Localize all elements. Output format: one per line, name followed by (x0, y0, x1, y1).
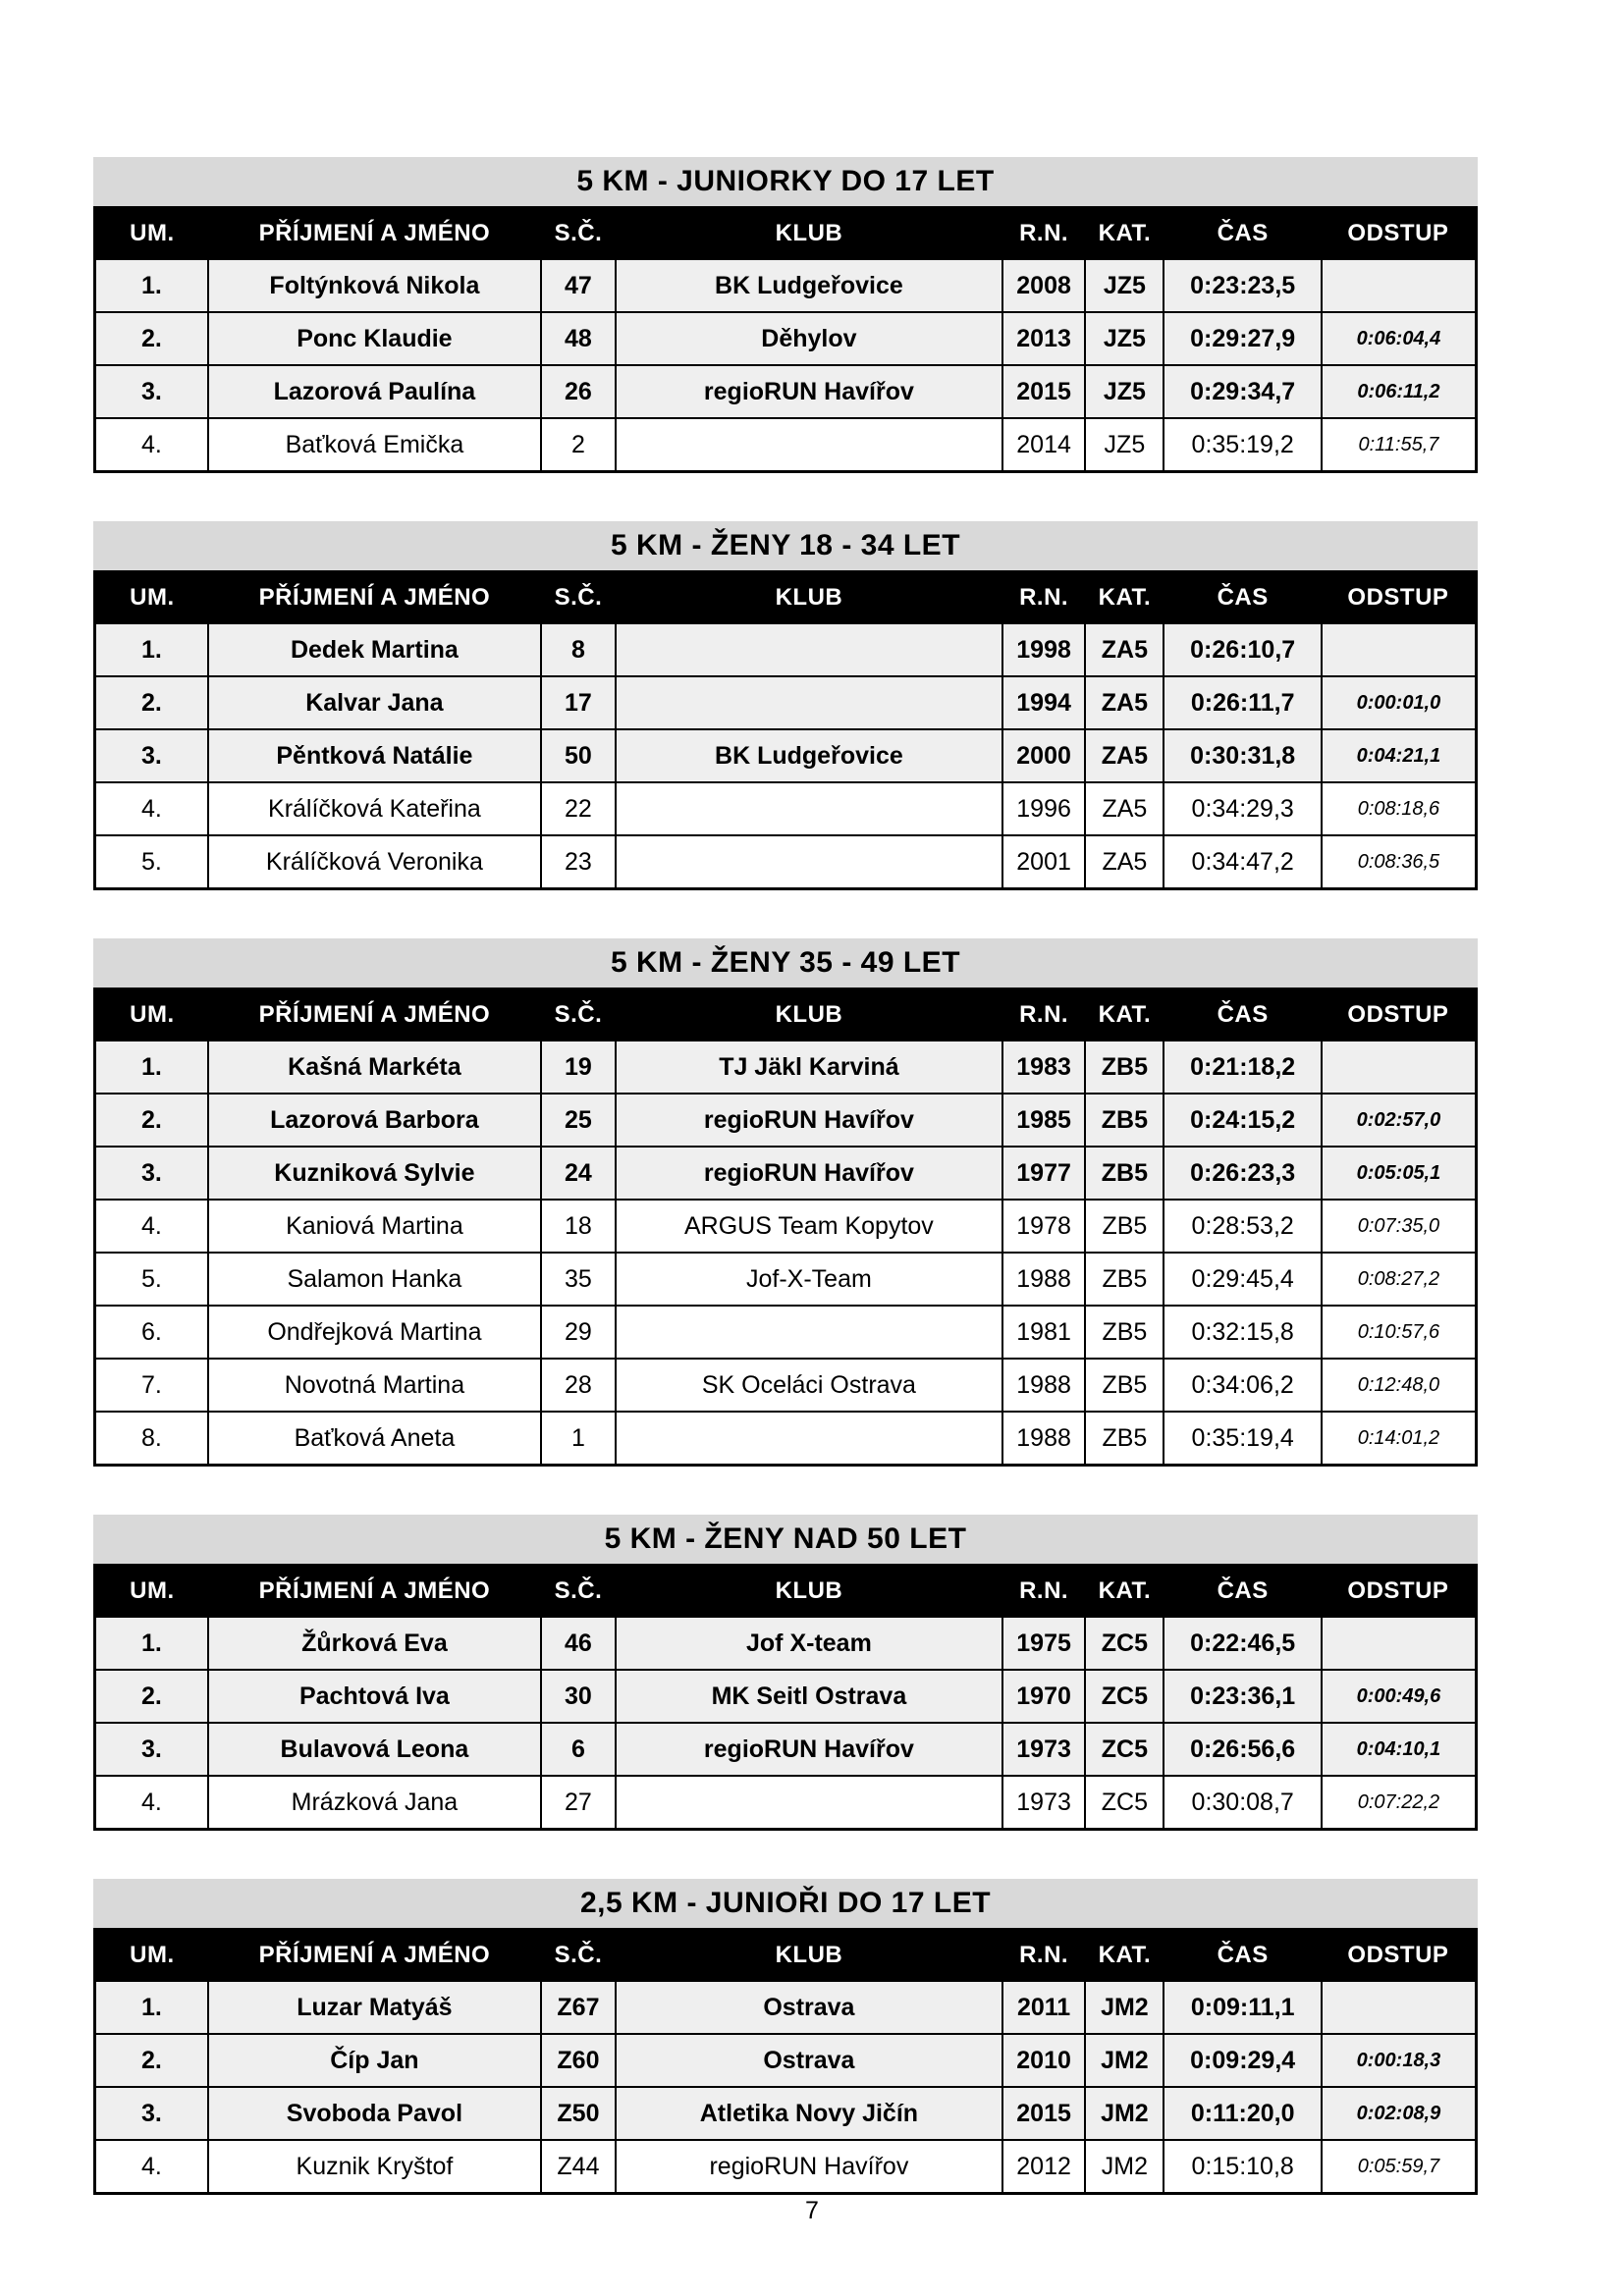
column-header-odstup: ODSTUP (1322, 208, 1477, 260)
cell-um: 3. (95, 729, 208, 782)
column-header-name: PŘÍJMENÍ A JMÉNO (208, 1930, 541, 1982)
cell-kat: ZA5 (1085, 835, 1164, 889)
column-header-um: UM. (95, 989, 208, 1041)
cell-sc: 1 (541, 1412, 616, 1466)
result-row (95, 1359, 1477, 1412)
cell-rn: 2015 (1002, 2087, 1085, 2140)
cell-name: Baťková Emička (208, 418, 541, 472)
cell-odstup: 0:00:18,3 (1322, 2034, 1477, 2087)
cell-odstup (1322, 1041, 1477, 1094)
cell-cas: 0:30:08,7 (1164, 1776, 1321, 1830)
cell-rn: 2008 (1002, 259, 1085, 312)
cell-kat: ZB5 (1085, 1306, 1164, 1359)
cell-odstup (1322, 259, 1477, 312)
cell-sc: 27 (541, 1776, 616, 1830)
cell-rn: 2001 (1002, 835, 1085, 889)
column-header-rn: R.N. (1002, 572, 1085, 624)
column-header-klub: KLUB (616, 572, 1002, 624)
cell-klub (616, 623, 1002, 676)
column-header-sc: S.Č. (541, 989, 616, 1041)
cell-sc: 23 (541, 835, 616, 889)
cell-kat: ZA5 (1085, 623, 1164, 676)
column-header-klub: KLUB (616, 1930, 1002, 1982)
cell-cas: 0:21:18,2 (1164, 1041, 1321, 1094)
cell-odstup: 0:02:08,9 (1322, 2087, 1477, 2140)
column-header-um: UM. (95, 208, 208, 260)
cell-rn: 2000 (1002, 729, 1085, 782)
cell-name: Kuznik Kryštof (208, 2140, 541, 2194)
result-row (95, 782, 1477, 835)
cell-cas: 0:34:47,2 (1164, 835, 1321, 889)
result-row (95, 1147, 1477, 1200)
cell-rn: 1973 (1002, 1776, 1085, 1830)
cell-kat: ZC5 (1085, 1723, 1164, 1776)
cell-sc: Z67 (541, 1981, 616, 2034)
result-row (95, 1670, 1477, 1723)
cell-sc: 47 (541, 259, 616, 312)
cell-um: 2. (95, 1670, 208, 1723)
cell-name: Mrázková Jana (208, 1776, 541, 1830)
column-header-name: PŘÍJMENÍ A JMÉNO (208, 572, 541, 624)
race-table-block (93, 521, 1478, 890)
column-header-rn: R.N. (1002, 208, 1085, 260)
cell-um: 3. (95, 1147, 208, 1200)
cell-um: 2. (95, 1094, 208, 1147)
result-row (95, 365, 1477, 418)
cell-name: Foltýnková Nikola (208, 259, 541, 312)
result-row (95, 2140, 1477, 2194)
cell-odstup (1322, 623, 1477, 676)
cell-odstup: 0:00:49,6 (1322, 1670, 1477, 1723)
cell-kat: ZC5 (1085, 1617, 1164, 1670)
table-body (95, 259, 1477, 472)
cell-odstup: 0:10:57,6 (1322, 1306, 1477, 1359)
column-header-cas: ČAS (1164, 1930, 1321, 1982)
cell-name: Pěntková Natálie (208, 729, 541, 782)
result-row (95, 1981, 1477, 2034)
cell-sc: 29 (541, 1306, 616, 1359)
column-header-name: PŘÍJMENÍ A JMÉNO (208, 989, 541, 1041)
cell-klub: MK Seitl Ostrava (616, 1670, 1002, 1723)
cell-cas: 0:26:10,7 (1164, 623, 1321, 676)
cell-um: 4. (95, 1776, 208, 1830)
cell-name: Kuzniková Sylvie (208, 1147, 541, 1200)
cell-klub: regioRUN Havířov (616, 365, 1002, 418)
table-header (95, 1930, 1477, 1982)
cell-odstup: 0:08:18,6 (1322, 782, 1477, 835)
cell-kat: JM2 (1085, 2087, 1164, 2140)
results-content (93, 157, 1478, 2243)
page-number: 7 (805, 2197, 819, 2224)
cell-klub: Atletika Novy Jičín (616, 2087, 1002, 2140)
cell-kat: ZB5 (1085, 1359, 1164, 1412)
cell-odstup: 0:05:05,1 (1322, 1147, 1477, 1200)
cell-kat: JZ5 (1085, 259, 1164, 312)
cell-rn: 1981 (1002, 1306, 1085, 1359)
cell-name: Králíčková Veronika (208, 835, 541, 889)
cell-um: 8. (95, 1412, 208, 1466)
cell-odstup: 0:11:55,7 (1322, 418, 1477, 472)
table-body (95, 1617, 1477, 1830)
result-row (95, 1723, 1477, 1776)
result-row (95, 2087, 1477, 2140)
cell-um: 7. (95, 1359, 208, 1412)
result-row (95, 2034, 1477, 2087)
cell-rn: 2015 (1002, 365, 1085, 418)
column-header-kat: KAT. (1085, 989, 1164, 1041)
cell-sc: Z50 (541, 2087, 616, 2140)
cell-cas: 0:24:15,2 (1164, 1094, 1321, 1147)
cell-sc: 24 (541, 1147, 616, 1200)
cell-rn: 2013 (1002, 312, 1085, 365)
cell-rn: 1977 (1002, 1147, 1085, 1200)
cell-rn: 1994 (1002, 676, 1085, 729)
column-header-kat: KAT. (1085, 1566, 1164, 1618)
cell-name: Kaniová Martina (208, 1200, 541, 1253)
cell-sc: 28 (541, 1359, 616, 1412)
result-row (95, 1617, 1477, 1670)
column-header-rn: R.N. (1002, 1566, 1085, 1618)
cell-odstup: 0:07:35,0 (1322, 1200, 1477, 1253)
column-header-cas: ČAS (1164, 989, 1321, 1041)
result-row (95, 1306, 1477, 1359)
cell-name: Lazorová Barbora (208, 1094, 541, 1147)
cell-kat: ZB5 (1085, 1041, 1164, 1094)
cell-odstup: 0:06:11,2 (1322, 365, 1477, 418)
table-header (95, 208, 1477, 260)
table-body (95, 623, 1477, 889)
cell-name: Bulavová Leona (208, 1723, 541, 1776)
cell-um: 1. (95, 1617, 208, 1670)
cell-kat: ZA5 (1085, 782, 1164, 835)
cell-rn: 1988 (1002, 1253, 1085, 1306)
cell-rn: 1998 (1002, 623, 1085, 676)
table-title: 5 KM - ŽENY 18 - 34 LET (93, 521, 1478, 570)
cell-name: Luzar Matyáš (208, 1981, 541, 2034)
cell-klub (616, 1412, 1002, 1466)
cell-sc: 48 (541, 312, 616, 365)
cell-rn: 2014 (1002, 418, 1085, 472)
cell-cas: 0:23:23,5 (1164, 259, 1321, 312)
column-header-cas: ČAS (1164, 208, 1321, 260)
column-header-odstup: ODSTUP (1322, 1566, 1477, 1618)
result-row (95, 1253, 1477, 1306)
cell-kat: JZ5 (1085, 418, 1164, 472)
cell-klub: Ostrava (616, 2034, 1002, 2087)
result-row (95, 1094, 1477, 1147)
result-row (95, 835, 1477, 889)
cell-kat: ZA5 (1085, 729, 1164, 782)
column-header-sc: S.Č. (541, 572, 616, 624)
cell-odstup: 0:07:22,2 (1322, 1776, 1477, 1830)
table-body (95, 1041, 1477, 1466)
cell-rn: 1973 (1002, 1723, 1085, 1776)
cell-kat: JM2 (1085, 2034, 1164, 2087)
cell-cas: 0:26:11,7 (1164, 676, 1321, 729)
cell-cas: 0:15:10,8 (1164, 2140, 1321, 2194)
cell-name: Ondřejková Martina (208, 1306, 541, 1359)
cell-name: Kašná Markéta (208, 1041, 541, 1094)
cell-odstup: 0:02:57,0 (1322, 1094, 1477, 1147)
cell-rn: 1978 (1002, 1200, 1085, 1253)
cell-klub: TJ Jäkl Karviná (616, 1041, 1002, 1094)
column-header-sc: S.Č. (541, 1930, 616, 1982)
result-row (95, 259, 1477, 312)
cell-klub: BK Ludgeřovice (616, 259, 1002, 312)
cell-name: Svoboda Pavol (208, 2087, 541, 2140)
column-header-rn: R.N. (1002, 989, 1085, 1041)
cell-um: 6. (95, 1306, 208, 1359)
column-header-sc: S.Č. (541, 208, 616, 260)
cell-cas: 0:29:27,9 (1164, 312, 1321, 365)
cell-um: 4. (95, 1200, 208, 1253)
result-row (95, 1200, 1477, 1253)
cell-sc: 35 (541, 1253, 616, 1306)
cell-klub: Ostrava (616, 1981, 1002, 2034)
cell-um: 2. (95, 676, 208, 729)
cell-cas: 0:30:31,8 (1164, 729, 1321, 782)
cell-klub: regioRUN Havířov (616, 1723, 1002, 1776)
cell-odstup: 0:00:01,0 (1322, 676, 1477, 729)
column-header-kat: KAT. (1085, 572, 1164, 624)
cell-klub: regioRUN Havířov (616, 1147, 1002, 1200)
column-header-cas: ČAS (1164, 1566, 1321, 1618)
cell-cas: 0:29:34,7 (1164, 365, 1321, 418)
cell-um: 4. (95, 782, 208, 835)
cell-cas: 0:23:36,1 (1164, 1670, 1321, 1723)
cell-kat: JZ5 (1085, 365, 1164, 418)
cell-um: 1. (95, 623, 208, 676)
result-row (95, 1776, 1477, 1830)
cell-kat: ZC5 (1085, 1776, 1164, 1830)
cell-klub: regioRUN Havířov (616, 1094, 1002, 1147)
cell-cas: 0:09:11,1 (1164, 1981, 1321, 2034)
column-header-rn: R.N. (1002, 1930, 1085, 1982)
header-row (95, 208, 1477, 260)
cell-um: 2. (95, 312, 208, 365)
cell-sc: 26 (541, 365, 616, 418)
header-row (95, 572, 1477, 624)
table-title: 5 KM - ŽENY NAD 50 LET (93, 1515, 1478, 1564)
column-header-odstup: ODSTUP (1322, 572, 1477, 624)
cell-sc: 6 (541, 1723, 616, 1776)
column-header-klub: KLUB (616, 208, 1002, 260)
cell-klub (616, 1306, 1002, 1359)
race-table-block (93, 938, 1478, 1467)
column-header-um: UM. (95, 1930, 208, 1982)
cell-odstup: 0:12:48,0 (1322, 1359, 1477, 1412)
column-header-kat: KAT. (1085, 208, 1164, 260)
cell-klub (616, 418, 1002, 472)
cell-um: 5. (95, 1253, 208, 1306)
cell-odstup (1322, 1617, 1477, 1670)
cell-kat: ZB5 (1085, 1412, 1164, 1466)
result-row (95, 1041, 1477, 1094)
cell-name: Dedek Martina (208, 623, 541, 676)
cell-cas: 0:35:19,4 (1164, 1412, 1321, 1466)
column-header-klub: KLUB (616, 989, 1002, 1041)
column-header-cas: ČAS (1164, 572, 1321, 624)
cell-kat: JM2 (1085, 1981, 1164, 2034)
column-header-name: PŘÍJMENÍ A JMÉNO (208, 1566, 541, 1618)
results-table (93, 1564, 1478, 1831)
cell-name: Salamon Hanka (208, 1253, 541, 1306)
cell-rn: 1983 (1002, 1041, 1085, 1094)
column-header-kat: KAT. (1085, 1930, 1164, 1982)
cell-sc: 19 (541, 1041, 616, 1094)
cell-um: 5. (95, 835, 208, 889)
result-row (95, 418, 1477, 472)
result-row (95, 1412, 1477, 1466)
cell-sc: Z60 (541, 2034, 616, 2087)
cell-cas: 0:34:06,2 (1164, 1359, 1321, 1412)
cell-cas: 0:26:56,6 (1164, 1723, 1321, 1776)
cell-rn: 2011 (1002, 1981, 1085, 2034)
header-row (95, 1930, 1477, 1982)
cell-name: Kalvar Jana (208, 676, 541, 729)
cell-sc: 50 (541, 729, 616, 782)
cell-rn: 1975 (1002, 1617, 1085, 1670)
cell-um: 2. (95, 2034, 208, 2087)
cell-rn: 1970 (1002, 1670, 1085, 1723)
cell-name: Číp Jan (208, 2034, 541, 2087)
cell-sc: 46 (541, 1617, 616, 1670)
column-header-sc: S.Č. (541, 1566, 616, 1618)
cell-klub: Jof X-team (616, 1617, 1002, 1670)
cell-cas: 0:11:20,0 (1164, 2087, 1321, 2140)
cell-rn: 1988 (1002, 1359, 1085, 1412)
cell-rn: 1985 (1002, 1094, 1085, 1147)
cell-cas: 0:29:45,4 (1164, 1253, 1321, 1306)
cell-kat: ZB5 (1085, 1147, 1164, 1200)
cell-odstup: 0:04:21,1 (1322, 729, 1477, 782)
cell-sc: 8 (541, 623, 616, 676)
table-header (95, 989, 1477, 1041)
cell-name: Lazorová Paulína (208, 365, 541, 418)
cell-sc: Z44 (541, 2140, 616, 2194)
cell-klub: Jof-X-Team (616, 1253, 1002, 1306)
table-title: 2,5 KM - JUNIOŘI DO 17 LET (93, 1879, 1478, 1928)
results-table (93, 206, 1478, 473)
cell-um: 1. (95, 1981, 208, 2034)
cell-odstup: 0:08:36,5 (1322, 835, 1477, 889)
race-table-block (93, 157, 1478, 473)
cell-cas: 0:32:15,8 (1164, 1306, 1321, 1359)
cell-klub (616, 782, 1002, 835)
cell-klub: SK Oceláci Ostrava (616, 1359, 1002, 1412)
result-row (95, 729, 1477, 782)
column-header-um: UM. (95, 572, 208, 624)
column-header-odstup: ODSTUP (1322, 1930, 1477, 1982)
race-table-block (93, 1515, 1478, 1831)
cell-rn: 2012 (1002, 2140, 1085, 2194)
cell-rn: 2010 (1002, 2034, 1085, 2087)
cell-name: Ponc Klaudie (208, 312, 541, 365)
cell-cas: 0:34:29,3 (1164, 782, 1321, 835)
cell-odstup: 0:14:01,2 (1322, 1412, 1477, 1466)
cell-name: Žůrková Eva (208, 1617, 541, 1670)
cell-odstup: 0:06:04,4 (1322, 312, 1477, 365)
cell-cas: 0:35:19,2 (1164, 418, 1321, 472)
table-header (95, 1566, 1477, 1618)
cell-um: 1. (95, 259, 208, 312)
cell-sc: 22 (541, 782, 616, 835)
cell-rn: 1988 (1002, 1412, 1085, 1466)
cell-klub: BK Ludgeřovice (616, 729, 1002, 782)
result-row (95, 623, 1477, 676)
cell-odstup: 0:05:59,7 (1322, 2140, 1477, 2194)
cell-um: 3. (95, 2087, 208, 2140)
cell-sc: 2 (541, 418, 616, 472)
cell-rn: 1996 (1002, 782, 1085, 835)
cell-kat: JM2 (1085, 2140, 1164, 2194)
cell-name: Baťková Aneta (208, 1412, 541, 1466)
cell-um: 3. (95, 365, 208, 418)
cell-um: 1. (95, 1041, 208, 1094)
result-row (95, 676, 1477, 729)
cell-cas: 0:22:46,5 (1164, 1617, 1321, 1670)
cell-klub: Děhylov (616, 312, 1002, 365)
column-header-name: PŘÍJMENÍ A JMÉNO (208, 208, 541, 260)
column-header-um: UM. (95, 1566, 208, 1618)
cell-odstup: 0:04:10,1 (1322, 1723, 1477, 1776)
table-body (95, 1981, 1477, 2194)
cell-cas: 0:28:53,2 (1164, 1200, 1321, 1253)
header-row (95, 989, 1477, 1041)
column-header-odstup: ODSTUP (1322, 989, 1477, 1041)
cell-sc: 25 (541, 1094, 616, 1147)
cell-kat: ZC5 (1085, 1670, 1164, 1723)
cell-odstup: 0:08:27,2 (1322, 1253, 1477, 1306)
table-title: 5 KM - JUNIORKY DO 17 LET (93, 157, 1478, 206)
results-table (93, 988, 1478, 1467)
cell-klub (616, 1776, 1002, 1830)
cell-name: Novotná Martina (208, 1359, 541, 1412)
cell-sc: 30 (541, 1670, 616, 1723)
cell-sc: 17 (541, 676, 616, 729)
cell-sc: 18 (541, 1200, 616, 1253)
cell-kat: ZB5 (1085, 1200, 1164, 1253)
cell-kat: ZB5 (1085, 1094, 1164, 1147)
race-table-block (93, 1879, 1478, 2195)
cell-odstup (1322, 1981, 1477, 2034)
table-title: 5 KM - ŽENY 35 - 49 LET (93, 938, 1478, 988)
result-row (95, 312, 1477, 365)
cell-klub (616, 676, 1002, 729)
cell-cas: 0:26:23,3 (1164, 1147, 1321, 1200)
cell-kat: ZB5 (1085, 1253, 1164, 1306)
cell-cas: 0:09:29,4 (1164, 2034, 1321, 2087)
cell-klub (616, 835, 1002, 889)
cell-um: 4. (95, 418, 208, 472)
results-table (93, 1928, 1478, 2195)
results-table (93, 570, 1478, 890)
cell-kat: JZ5 (1085, 312, 1164, 365)
cell-klub: regioRUN Havířov (616, 2140, 1002, 2194)
header-row (95, 1566, 1477, 1618)
cell-name: Pachtová Iva (208, 1670, 541, 1723)
cell-name: Králíčková Kateřina (208, 782, 541, 835)
cell-um: 4. (95, 2140, 208, 2194)
cell-kat: ZA5 (1085, 676, 1164, 729)
cell-um: 3. (95, 1723, 208, 1776)
cell-klub: ARGUS Team Kopytov (616, 1200, 1002, 1253)
column-header-klub: KLUB (616, 1566, 1002, 1618)
table-header (95, 572, 1477, 624)
